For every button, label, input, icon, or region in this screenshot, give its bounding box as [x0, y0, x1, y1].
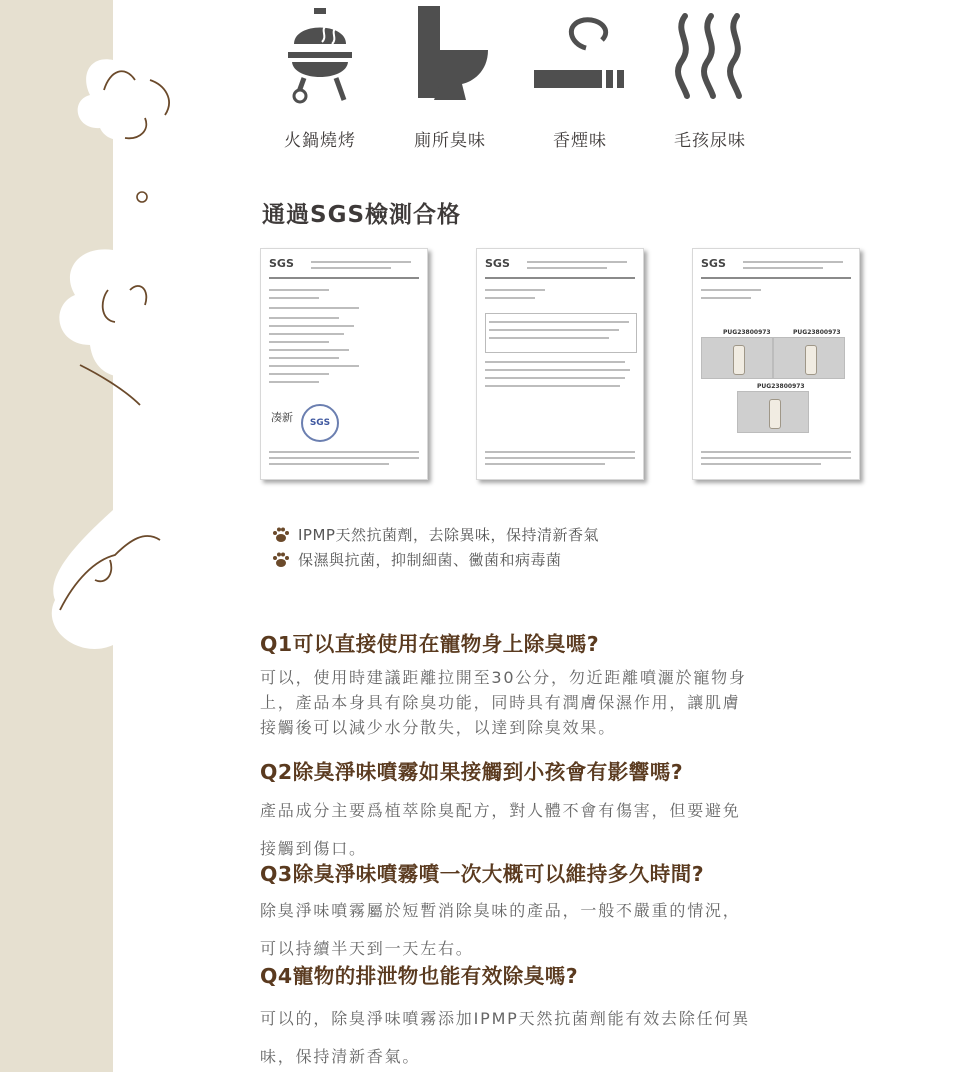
cloud-decoration-icon [0, 0, 180, 700]
answer-line: 接觸到傷口。 [260, 839, 367, 858]
odor-label: 火鍋燒烤 [284, 131, 356, 151]
feature-text: 保濕與抗菌，抑制細菌、黴菌和病毒菌 [298, 551, 562, 569]
odor-label: 廁所臭味 [414, 131, 486, 151]
sgs-certificate-2 [476, 248, 644, 480]
product-photo [701, 337, 773, 379]
photo-label: PUG23800973 [757, 383, 805, 390]
faq-question: Q4寵物的排泄物也能有效除臭嗎? [260, 964, 579, 988]
odor-item-grill [250, 0, 390, 151]
feature-text: IPMP天然抗菌劑，去除異味，保持清新香氣 [298, 526, 599, 544]
odor-item-cigarette [510, 0, 650, 151]
answer-line: 除臭淨味噴霧屬於短暫消除臭味的產品，一般不嚴重的情況， [260, 901, 741, 920]
odor-item-pet-urine [640, 0, 780, 151]
product-photo [773, 337, 845, 379]
sgs-logo: SGS [701, 257, 726, 270]
answer-line: 可以，使用時建議距離拉開至30公分，勿近距離噴灑於寵物身 [260, 668, 747, 687]
paw-icon [272, 526, 290, 544]
photo-label: PUG23800973 [723, 329, 771, 336]
odor-icons-row [250, 0, 810, 160]
answer-line: 接觸後可以減少水分散失，以達到除臭效果。 [260, 718, 617, 737]
faq-question: Q3除臭淨味噴霧噴一次大概可以維持多久時間? [260, 862, 705, 886]
feature-item [272, 547, 599, 572]
toilet-icon [410, 0, 490, 104]
feature-item [272, 522, 599, 547]
sgs-certificate-1: SGS 凑新 SGS [260, 248, 428, 480]
paw-icon [272, 551, 290, 569]
decorative-sidebar [0, 0, 113, 1072]
feature-list [272, 522, 599, 572]
sgs-logo: SGS [269, 257, 294, 270]
answer-line: 味，保持清新香氣。 [260, 1047, 421, 1066]
photo-label: PUG23800973 [793, 329, 841, 336]
faq-question: Q2除臭淨味噴霧如果接觸到小孩會有影響嗎? [260, 760, 684, 784]
faq-question: Q1可以直接使用在寵物身上除臭嗎? [260, 632, 600, 656]
sgs-section-title: 通過SGS檢測合格 [262, 202, 462, 228]
odor-item-toilet [380, 0, 520, 151]
grill-icon [280, 0, 360, 104]
sgs-certificate-3 [692, 248, 860, 480]
odor-waves-icon [665, 0, 755, 104]
cigarette-icon [530, 0, 630, 104]
answer-line: 可以持續半天到一天左右。 [260, 939, 474, 958]
sgs-seal-icon: SGS [301, 404, 339, 442]
faq-answer [260, 665, 747, 740]
answer-line: 產品成分主要爲植萃除臭配方，對人體不會有傷害，但要避免 [260, 801, 741, 820]
answer-line: 可以的，除臭淨味噴霧添加IPMP天然抗菌劑能有效去除任何異 [260, 1009, 751, 1028]
faq-answer [260, 1000, 750, 1076]
odor-label: 香煙味 [553, 131, 607, 151]
answer-line: 上，產品本身具有除臭功能，同時具有潤膚保濕作用，讓肌膚 [260, 693, 741, 712]
product-photo [737, 391, 809, 433]
odor-label: 毛孩尿味 [674, 131, 746, 151]
faq-answer [260, 892, 741, 968]
sgs-logo: SGS [485, 257, 510, 270]
